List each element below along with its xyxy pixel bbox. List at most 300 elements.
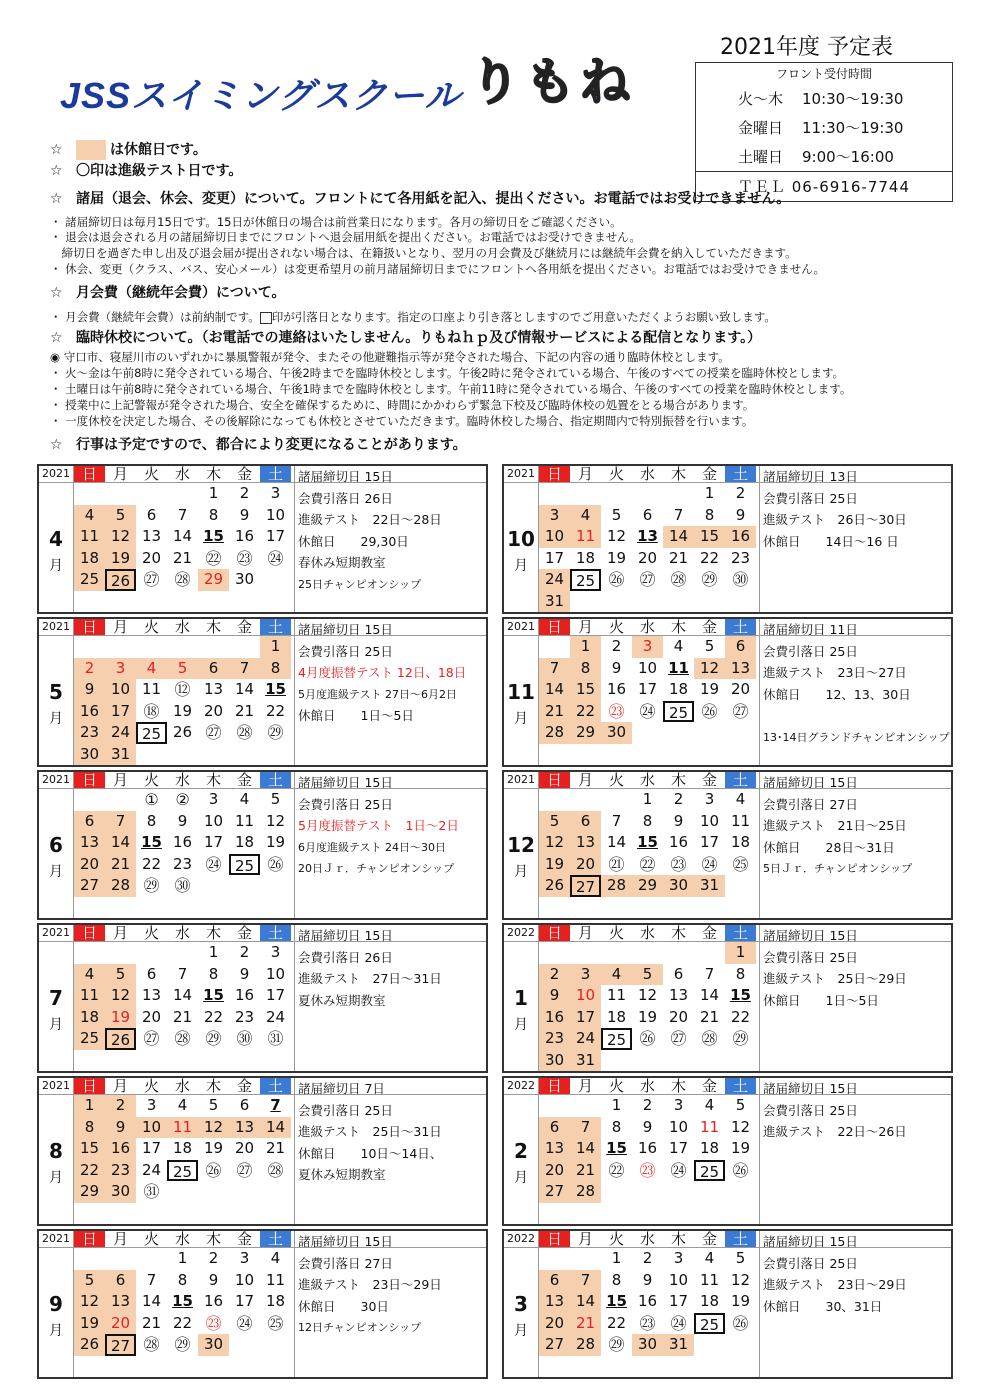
brand-logo xyxy=(470,52,670,116)
day-cell: 12 xyxy=(74,1291,105,1313)
day-cell: 9 xyxy=(735,505,746,524)
year-label: 2022 xyxy=(504,1078,539,1094)
weekday-label: 土 xyxy=(725,466,756,482)
weekday-label: 木 xyxy=(205,1077,221,1095)
day-cell: 17 xyxy=(699,833,720,851)
day-cell: 7 xyxy=(570,1117,601,1139)
day-cell: 12 xyxy=(730,1270,751,1289)
day-cell: 9 xyxy=(74,679,105,701)
day-cell: 14 xyxy=(105,832,136,854)
info-line: 進級テスト 23日～29日 xyxy=(298,1277,442,1292)
day-cell: 25 xyxy=(601,1028,632,1050)
weekday-label: 日 xyxy=(74,466,105,482)
notice-line xyxy=(50,192,950,207)
month-label xyxy=(504,483,539,612)
weekday-label: 火 xyxy=(608,1230,624,1248)
year-label: 2021 xyxy=(504,466,539,482)
weekday-label: 木 xyxy=(670,1077,686,1095)
day-cell: 14 xyxy=(260,1117,291,1139)
info-line: 会費引落日 25日 xyxy=(763,1102,858,1118)
day-cell: 10 xyxy=(668,1117,689,1136)
info-line: 休館日 30日 xyxy=(298,1298,389,1314)
day-cell: ㉚ xyxy=(732,570,749,589)
weekday-label: 火 xyxy=(143,1230,159,1248)
weekday-label: 日 xyxy=(74,772,105,788)
weekday-label: 月 xyxy=(577,618,593,636)
notice-text: ・ 土曜日は午前8時に発令されている場合、午後1時までを臨時休校とします。午前11時に発令されている場合、午後のすべての授業を臨時休校とします。 xyxy=(50,382,852,396)
day-cell: 5 xyxy=(74,1270,105,1292)
day-cell: 15 xyxy=(606,1292,627,1310)
weekday-label: 金 xyxy=(236,1230,252,1248)
day-cell: 10 xyxy=(570,985,601,1007)
day-cell: 22 xyxy=(606,1313,627,1332)
day-cell: 9 xyxy=(105,1117,136,1139)
day-cell: 4 xyxy=(735,790,746,808)
month-suffix: 月 xyxy=(514,1017,528,1033)
day-cell: 9 xyxy=(208,1270,219,1289)
info-line: 会費引落日 27日 xyxy=(763,796,858,812)
month-label xyxy=(39,1248,74,1377)
notice-line xyxy=(50,414,950,429)
notice-line xyxy=(50,215,950,230)
school-logo: JSSスイミングスクール xyxy=(60,75,462,116)
header xyxy=(0,0,990,460)
month-suffix: 月 xyxy=(514,1170,528,1186)
info-line: 諸届締切日 15日 xyxy=(763,775,858,790)
notice-line xyxy=(50,262,950,277)
day-cell: 31 xyxy=(539,591,570,613)
day-cell: 8 xyxy=(642,811,653,830)
info-line: 会費引落日 25日 xyxy=(763,643,858,659)
day-cell: 18 xyxy=(74,548,105,570)
day-cell: 1 xyxy=(177,1249,188,1267)
day-cell: 12 xyxy=(730,1117,751,1136)
month-info xyxy=(294,925,486,1071)
day-cell: 10 xyxy=(265,964,286,983)
day-cell: 21 xyxy=(172,1007,193,1026)
day-cell: 13 xyxy=(229,1117,260,1139)
day-cell: 13 xyxy=(74,832,105,854)
day-cell: 3 xyxy=(673,1249,684,1267)
day-cell: 9 xyxy=(673,811,684,830)
weekday-label: 水 xyxy=(639,618,655,636)
day-cell: 1 xyxy=(611,1249,622,1267)
day-cell: 20 xyxy=(730,680,751,698)
month-info xyxy=(294,772,486,918)
day-cell: 4 xyxy=(704,1096,715,1114)
info-line xyxy=(763,705,951,727)
day-cell: ㉔ xyxy=(236,1313,253,1333)
brand-char: も xyxy=(525,53,576,111)
day-cell: 13 xyxy=(539,1138,570,1160)
month-label xyxy=(39,789,74,918)
day-cell: ㉓ xyxy=(236,548,253,568)
day-cell: 20 xyxy=(637,548,658,567)
day-cell: 10 xyxy=(234,1270,255,1289)
day-cell: 2 xyxy=(642,1249,653,1267)
info-line: 諸届締切日 15日 xyxy=(298,775,393,790)
day-cell: 6 xyxy=(198,658,229,680)
day-cell: 22 xyxy=(74,1160,105,1182)
day-cell: 13 xyxy=(141,986,162,1004)
day-cell: ㉓ xyxy=(639,1313,656,1333)
info-line: 休館日 1日～5日 xyxy=(763,992,879,1008)
weekday-label: 木 xyxy=(205,771,221,789)
day-cell: 12 xyxy=(105,526,136,548)
day-cell: 10 xyxy=(136,1117,167,1139)
info-line: 会費引落日 25日 xyxy=(763,490,858,506)
info-line: 会費引落日 25日 xyxy=(763,1255,858,1271)
day-cell: 18 xyxy=(265,1292,286,1310)
day-cell: 5 xyxy=(270,790,281,808)
day-cell: 7 xyxy=(229,658,260,680)
day-cell: ㉗ xyxy=(236,1160,253,1180)
day-cell: 18 xyxy=(730,833,751,851)
day-cell: 15 xyxy=(172,1292,193,1310)
info-line: 5日Ｊｒ．チャンピオンシップ xyxy=(763,862,913,875)
weekday-label: 土 xyxy=(260,466,291,482)
day-cell: 20 xyxy=(141,1007,162,1026)
day-cell: 29 xyxy=(198,569,229,591)
day-cell: 1 xyxy=(208,943,219,961)
month-number: 1 xyxy=(514,986,528,1010)
weekday-label: 日 xyxy=(539,466,570,482)
day-cell: 5 xyxy=(735,1249,746,1267)
weekday-label: 金 xyxy=(236,618,252,636)
day-cell: 18 xyxy=(668,680,689,698)
day-cell: 16 xyxy=(234,527,255,545)
weekday-label: 土 xyxy=(260,772,291,788)
weekday-label: 月 xyxy=(577,924,593,942)
day-cell: 30 xyxy=(105,1181,136,1203)
info-line: 休館日 1日～5日 xyxy=(298,708,414,723)
day-cell: 23 xyxy=(105,1160,136,1182)
weekday-label: 土 xyxy=(725,925,756,941)
month-calendar xyxy=(502,1229,953,1379)
info-line: 休館日 30、31日 xyxy=(763,1298,883,1314)
weekday-label: 土 xyxy=(725,772,756,788)
day-cell: 14 xyxy=(699,986,720,1004)
month-suffix: 月 xyxy=(49,864,63,880)
day-cell: 9 xyxy=(642,1270,653,1289)
day-cell: 17 xyxy=(234,1292,255,1310)
day-cell: 2 xyxy=(74,658,105,680)
weekday-label: 火 xyxy=(608,618,624,636)
info-line: 進級テスト 22日～26日 xyxy=(763,1124,907,1139)
day-cell: 10 xyxy=(637,658,658,677)
day-cell: 29 xyxy=(570,722,601,744)
notice-line xyxy=(50,350,950,365)
notice-text: ◉ 守口市、寝屋川市のいずれかに暴風警報が発令、またその他避難指示等が発令された場合、下記の内容の通り臨時休校とします。 xyxy=(50,350,730,364)
day-cell: 16 xyxy=(606,680,627,698)
day-cell: ㉖ xyxy=(639,1029,656,1048)
day-cell: 24 xyxy=(539,569,570,591)
day-cell: 11 xyxy=(167,1117,198,1139)
day-cell: 3 xyxy=(632,636,663,658)
month-label xyxy=(504,1095,539,1224)
day-cell: 4 xyxy=(74,505,105,527)
day-cell: 6 xyxy=(642,505,653,524)
day-cell: 22 xyxy=(699,548,720,567)
day-cell: 31 xyxy=(663,1334,694,1356)
day-cell: 13 xyxy=(668,986,689,1004)
info-line: 諸届締切日 15日 xyxy=(298,622,393,637)
day-cell: 7 xyxy=(177,964,188,983)
day-cell: 5 xyxy=(167,658,198,680)
day-cell: 15 xyxy=(203,986,224,1004)
day-cell: 18 xyxy=(699,1292,720,1310)
day-cell: 25 xyxy=(229,854,260,876)
day-cell: 13 xyxy=(539,1291,570,1313)
day-cell: 24 xyxy=(105,722,136,744)
info-line: 諸届締切日 13日 xyxy=(763,469,858,484)
notice-text: ・ 休会、変更（クラス、バス、安心メール）は変更希望月の前月諸届締切日までにフロントへ各用紙を提出ください。お電話ではお受けできません。 xyxy=(50,262,825,276)
day-cell: ㉗ xyxy=(205,723,222,742)
day-cell: 17 xyxy=(141,1139,162,1157)
day-cell: 26 xyxy=(105,569,136,591)
hours-row: 金曜日 11:30～19:30 xyxy=(738,119,904,137)
day-cell: 24 xyxy=(141,1160,162,1179)
weekday-label: 月 xyxy=(112,771,128,789)
weekday-label: 木 xyxy=(205,924,221,942)
info-line: 会費引落日 25日 xyxy=(298,1102,393,1118)
weekday-label: 水 xyxy=(639,924,655,942)
month-suffix: 月 xyxy=(49,558,63,574)
day-cell: ㉓ xyxy=(205,1313,222,1333)
day-cell: 25 xyxy=(694,1313,725,1335)
day-grid xyxy=(39,1248,294,1377)
day-cell: ㉙ xyxy=(701,570,718,589)
day-cell: 28 xyxy=(570,1334,601,1356)
day-cell: 15 xyxy=(74,1138,105,1160)
month-suffix: 月 xyxy=(49,1017,63,1033)
weekday-label: 木 xyxy=(670,465,686,483)
info-line: 進級テスト 23日～27日 xyxy=(763,665,907,680)
day-cell: 12 xyxy=(539,832,570,854)
weekday-label: 木 xyxy=(670,924,686,942)
day-cell: 4 xyxy=(136,658,167,680)
notice-text: 臨時休校について。（お電話での連絡はいたしません。りもねｈｐ及び情報サービスによる配信となります。） xyxy=(76,330,762,346)
day-cell: ㉒ xyxy=(205,548,222,568)
day-cell: ㉔ xyxy=(670,1313,687,1333)
day-cell: 3 xyxy=(146,1096,157,1114)
day-cell: 19 xyxy=(730,1139,751,1157)
year-label: 2021 xyxy=(504,619,539,635)
year-label: 2021 xyxy=(39,466,74,482)
day-cell: 12 xyxy=(265,811,286,830)
day-cell: 8 xyxy=(735,964,746,983)
info-line: 20日Ｊｒ．チャンピオンシップ xyxy=(298,862,455,875)
day-cell: ㉔ xyxy=(701,854,718,874)
day-cell: 17 xyxy=(570,1007,601,1029)
day-cell: 23 xyxy=(172,854,193,873)
day-cell: 30 xyxy=(234,570,255,588)
info-line: 進級テスト 26日～30日 xyxy=(763,512,907,527)
hours-row: 火～木 10:30～19:30 xyxy=(738,90,904,108)
weekday-label: 水 xyxy=(174,1077,190,1095)
month-label xyxy=(504,636,539,765)
info-line: 進級テスト 25日～29日 xyxy=(763,971,907,986)
day-cell: 17 xyxy=(265,527,286,545)
day-cell: 14 xyxy=(141,1292,162,1310)
day-cell: 5 xyxy=(208,1096,219,1114)
month-calendar xyxy=(37,923,488,1073)
month-label xyxy=(504,1248,539,1377)
month-info xyxy=(759,466,951,612)
day-cell: ㉔ xyxy=(670,1160,687,1180)
day-cell: 13 xyxy=(637,527,658,545)
day-cell: 2 xyxy=(208,1249,219,1267)
day-cell: 1 xyxy=(725,942,756,964)
day-cell: 19 xyxy=(699,680,720,698)
day-cell: 2 xyxy=(239,484,250,502)
day-cell: 2 xyxy=(239,943,250,961)
weekday-label: 火 xyxy=(608,1077,624,1095)
day-cell: ㉖ xyxy=(608,570,625,589)
day-cell: 21 xyxy=(265,1139,286,1157)
day-cell: 20 xyxy=(539,1160,570,1182)
day-cell: 31 xyxy=(694,875,725,897)
day-cell: 9 xyxy=(239,964,250,983)
info-line: 諸届締切日 15日 xyxy=(298,928,393,943)
day-cell: 26 xyxy=(539,875,570,897)
day-cell: ㉘ xyxy=(174,1029,191,1048)
day-cell: 19 xyxy=(539,854,570,876)
month-number: 4 xyxy=(49,527,63,551)
day-cell: 10 xyxy=(699,811,720,830)
day-cell: 18 xyxy=(575,548,596,567)
day-cell: 30 xyxy=(198,1334,229,1356)
weekday-label: 月 xyxy=(577,465,593,483)
day-cell: 11 xyxy=(74,526,105,548)
weekday-label: 日 xyxy=(539,1078,570,1094)
day-cell: 12 xyxy=(606,527,627,545)
day-cell: 19 xyxy=(606,548,627,567)
day-cell: 4 xyxy=(673,637,684,655)
star-icon: ☆ xyxy=(50,285,63,301)
day-cell: 14 xyxy=(570,1138,601,1160)
month-calendar xyxy=(502,770,953,920)
day-cell: 1 xyxy=(570,636,601,658)
day-cell: 8 xyxy=(611,1270,622,1289)
year-label: 2021 xyxy=(504,772,539,788)
weekday-label: 木 xyxy=(205,465,221,483)
day-cell: ㉖ xyxy=(732,1313,749,1333)
day-cell: 22 xyxy=(265,701,286,720)
notice-text: は休館日です。 xyxy=(110,142,207,158)
day-cell: 11 xyxy=(265,1270,286,1289)
day-cell: 17 xyxy=(265,986,286,1004)
day-cell: 23 xyxy=(74,722,105,744)
day-cell: 28 xyxy=(601,875,632,897)
month-label xyxy=(39,636,74,765)
weekday-label: 月 xyxy=(577,771,593,789)
weekday-label: 金 xyxy=(236,771,252,789)
day-cell: 21 xyxy=(539,701,570,723)
day-cell: 22 xyxy=(570,701,601,723)
weekday-label: 水 xyxy=(639,1230,655,1248)
day-cell: 7 xyxy=(673,505,684,524)
weekday-label: 水 xyxy=(174,771,190,789)
notice-line xyxy=(50,246,950,261)
day-cell: 25 xyxy=(74,1028,105,1050)
info-line: 休館日 12、13、30日 xyxy=(763,686,911,702)
day-cell: 8 xyxy=(208,964,219,983)
month-label xyxy=(39,942,74,1071)
info-line: 諸届締切日 15日 xyxy=(298,469,393,484)
month-calendar xyxy=(502,923,953,1073)
day-cell: 25 xyxy=(663,701,694,723)
star-icon: ☆ xyxy=(50,330,63,346)
weekday-label: 土 xyxy=(260,925,291,941)
day-cell: 5 xyxy=(105,964,136,986)
day-cell: 29 xyxy=(74,1181,105,1203)
year-label: 2022 xyxy=(504,925,539,941)
day-cell: 7 xyxy=(704,964,715,983)
info-line: 諸届締切日 15日 xyxy=(763,1081,858,1096)
day-cell: ① xyxy=(144,790,159,809)
day-cell: ㉗ xyxy=(143,1029,160,1048)
info-line: 休館日 28日～31日 xyxy=(763,839,895,855)
day-cell: ㉙ xyxy=(267,723,284,742)
day-cell: 3 xyxy=(704,790,715,808)
weekday-label: 木 xyxy=(670,1230,686,1248)
day-cell: 7 xyxy=(177,505,188,524)
day-cell: 5 xyxy=(105,505,136,527)
info-line: 会費引落日 25日 xyxy=(298,643,393,659)
day-cell: 26 xyxy=(172,723,193,741)
day-cell: 7 xyxy=(146,1270,157,1289)
day-cell: 22 xyxy=(730,1007,751,1026)
day-cell: 6 xyxy=(539,1270,570,1292)
day-cell: ㉕ xyxy=(267,1313,284,1333)
day-cell: 16 xyxy=(203,1292,224,1310)
day-cell: 20 xyxy=(570,854,601,876)
day-cell: 21 xyxy=(234,701,255,720)
day-cell: 21 xyxy=(105,854,136,876)
day-cell: 3 xyxy=(673,1096,684,1114)
month-calendar xyxy=(37,770,488,920)
day-cell: 28 xyxy=(105,875,136,897)
day-cell: 22 xyxy=(141,854,162,873)
day-cell: ㉗ xyxy=(732,701,749,721)
month-number: 3 xyxy=(514,1292,528,1316)
weekday-label: 月 xyxy=(112,465,128,483)
day-cell: 13 xyxy=(105,1291,136,1313)
day-cell: 9 xyxy=(177,811,188,830)
day-cell: 21 xyxy=(668,548,689,567)
day-cell: 4 xyxy=(74,964,105,986)
day-cell: 19 xyxy=(172,701,193,720)
info-line: 休館日 14日～16 日 xyxy=(763,533,899,549)
weekday-label: 月 xyxy=(112,1230,128,1248)
month-info xyxy=(759,925,951,1071)
day-cell: 18 xyxy=(74,1007,105,1029)
day-cell: 3 xyxy=(270,943,281,961)
day-cell: 15 xyxy=(203,527,224,545)
day-cell: 20 xyxy=(105,1313,136,1335)
month-suffix: 月 xyxy=(49,1170,63,1186)
day-cell: 10 xyxy=(668,1270,689,1289)
day-cell: 30 xyxy=(663,875,694,897)
day-cell: 27 xyxy=(570,875,601,897)
month-calendar xyxy=(37,1229,488,1379)
info-line: 会費引落日 26日 xyxy=(298,490,393,506)
year-label: 2021 xyxy=(39,772,74,788)
info-line: 会費引落日 25日 xyxy=(763,949,858,965)
day-cell: 28 xyxy=(570,1181,601,1203)
day-cell: 12 xyxy=(105,985,136,1007)
